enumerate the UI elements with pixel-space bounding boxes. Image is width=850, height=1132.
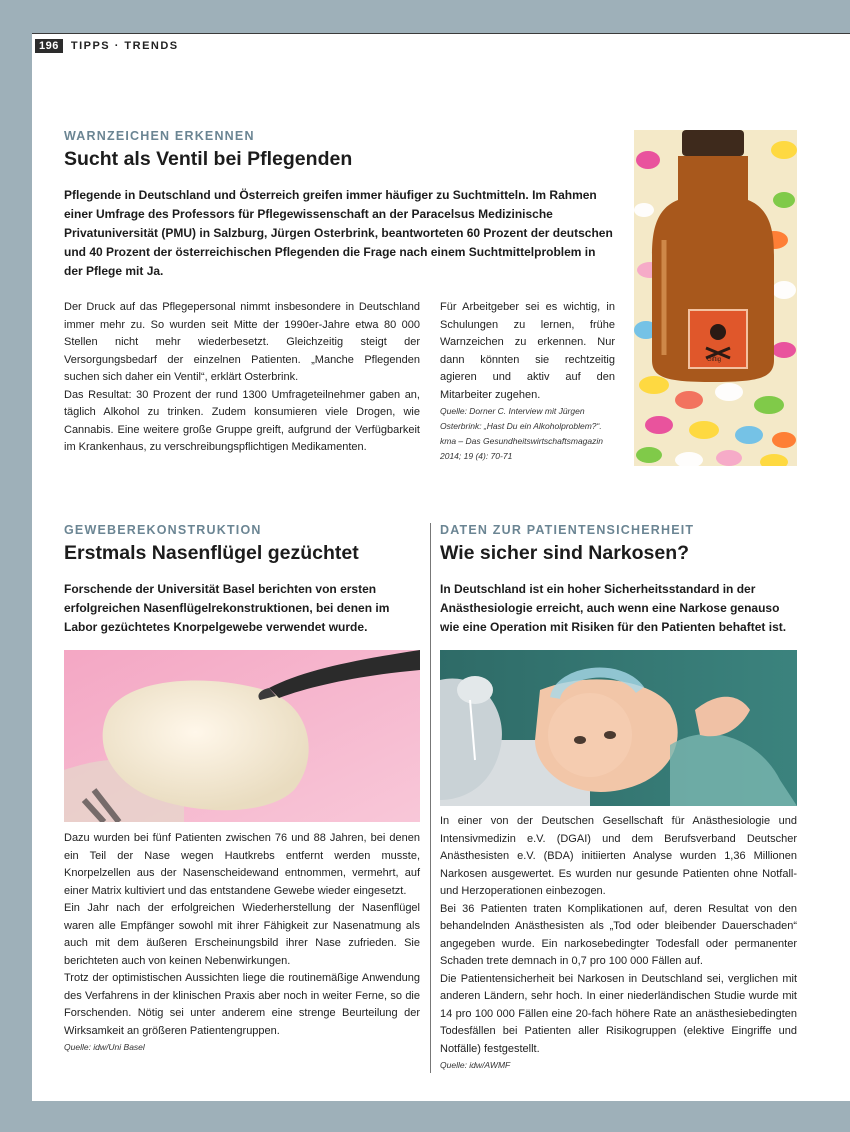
article-nasenfluegel [64, 523, 420, 637]
article-title: Erstmals Nasenflügel gezüchtet [64, 542, 359, 564]
article-lead: In Deutschland ist ein hoher Sicherheitsstandard in der Anästhesiologie erreicht, auch wenn eine Narkose genauso wie eine Operation mit Risiken für den Patienten behaftet ist. [440, 582, 787, 634]
paragraph: Trotz der optimistischen Aussichten liege die routinemäßige Anwendung des Verfahrens in der klinischen Praxis aber noch in weiter Ferne, so die Forschenden. Nötig sei unter anderem eine strenge Beurteilung der Wirksamkeit an größeren Patientengruppen. [64, 972, 420, 1037]
running-header [35, 39, 179, 53]
paragraph: Für Arbeitgeber sei es wichtig, in Schulungen zu lernen, frühe Warnzeichen zu erkennen. Nur dann könnten sie rechtzeitig agieren und aktiv auf den Mitarbeiter zugehen. [440, 301, 615, 401]
paragraph: Bei 36 Patienten traten Komplikationen auf, deren Resultat von den behandelnden Anästhesisten als „Tod oder bleibender Dauerschaden“ angegeben wurde. Ein narkosebedingter Todesfall oder permanenter Schaden trete demnach in 0,7 pro 100 000 Fällen auf. [440, 902, 797, 967]
baby-anesthesia-image [440, 650, 797, 806]
paragraph: Dazu wurden bei fünf Patienten zwischen 76 und 88 Jahren, bei denen ein Teil der Nase wegen Hautkrebs entfernt werden musste, Knorpelzellen aus der Nasenscheidewand entnommen, vermehrt, auf einer Matrix kultiviert und das entstandene Gewebe wieder eingesetzt. [64, 832, 420, 897]
article-kicker: DATEN ZUR PATIENTENSICHERHEIT [440, 523, 695, 537]
magazine-page [32, 33, 850, 1101]
page-number: 196 [35, 39, 63, 53]
paragraph: Der Druck auf das Pflegepersonal nimmt insbesondere in Deutschland immer mehr zu. So wurden seit Mitte der 1990er-Jahre etwa 80 000 Stellen nicht mehr wiederbesetzt. Gleichzeitig steigt der Versorgungsbedarf der einzelnen Patienten. „Manche Pflegenden suchen sich daher ein Ventil“, erklärt Osterbrink. [64, 301, 420, 383]
header-rule [32, 33, 850, 34]
article-title: Sucht als Ventil bei Pflegenden [64, 148, 353, 170]
pill-bottle-image [634, 130, 797, 466]
infant-anesthesia-illustration [440, 650, 797, 806]
paragraph: Die Patientensicherheit bei Narkosen in Deutschland sei, verglichen mit anderen Ländern, sehr hoch. In einer niederländischen Studie wurde mit 14 pro 100 000 Fällen eine 20-fach höhere Rate an anästhesiebedingten Todesfällen bei Patienten aller Risikogruppen (elektive Eingriffe und Notfälle) festgestellt. [440, 972, 797, 1055]
column-divider [430, 523, 431, 1073]
article-lead: Forschende der Universität Basel berichten von ersten erfolgreichen Nasenflügelrekonstruktionen, bei denen im Labor gezüchtetes Knorpelgewebe verwendet wurde. [64, 582, 390, 634]
article-nasenfluegel-body [64, 830, 420, 1055]
article-narkose-body [440, 813, 797, 1073]
article-title: Wie sicher sind Narkosen? [440, 542, 690, 564]
article-sucht [64, 129, 614, 281]
paragraph: In einer von der Deutschen Gesellschaft für Anästhesiologie und Intensivmedizin e.V. (DGAI) und dem Berufsverband Deutscher Anästhesisten e.V. (BDA) initiierten Analyse wurden 1,36 Millionen Narkosen ausgewertet. Es wurden nur gesunde Patienten ohne Notfall- und Herzoperationen einbezogen. [440, 815, 797, 897]
source-note: Quelle: idw/AWMF [440, 1060, 511, 1070]
paragraph: Ein Jahr nach der erfolgreichen Wiederherstellung der Nasenflügel waren alle Empfänger sowohl mit ihrer Fähigkeit zur Nasenatmung als auch mit dem äußeren Erscheinungsbild ihrer Nase zufrieden. Sie berichteten auch von keinen Nebenwirkungen. [64, 902, 420, 967]
pills-and-bottle-illustration [634, 130, 797, 466]
article-narkose [440, 523, 798, 637]
cartilage-image [64, 650, 420, 822]
article-kicker: WARNZEICHEN ERKENNEN [64, 129, 255, 143]
article-sucht-column-2 [440, 299, 615, 464]
source-note: Quelle: idw/Uni Basel [64, 1042, 145, 1052]
article-sucht-column-1 [64, 299, 420, 457]
article-kicker: GEWEBEREKONSTRUKTION [64, 523, 262, 537]
bottle-label: Giftig [707, 357, 722, 363]
paragraph: Das Resultat: 30 Prozent der rund 1300 Umfrageteilnehmer gaben an, täglich Alkohol zu trinken. Zudem konsumieren viele Drogen, wie Cannabis. Eine weitere große Gruppe greift, aufgrund der Verfügbarkeit im Krankenhaus, zu verschreibungspflichtigen Medikamenten. [64, 388, 420, 453]
tissue-forceps-illustration [64, 650, 420, 822]
source-note: Quelle: Dorner C. Interview mit Jürgen Osterbrink: „Hast Du ein Alkoholproblem?“. kma – Das Gesundheitswirtschaftsmagazin 2014; 19 (4): 70-71 [440, 406, 603, 461]
section-title: TIPPS · TRENDS [70, 40, 179, 52]
article-lead: Pflegende in Deutschland und Österreich greifen immer häufiger zu Suchtmitteln. Im Rahmen einer Umfrage des Professors für Pflegewissenschaft an der Paracelsus Medizinische Privatuniversität (PMU) in Salzburg, Jürgen Osterbrink, beantworteten 60 Prozent der deutschen und 40 Prozent der österreichischen Pflegenden die Frage nach einem Suchtmittelproblem in der Pflege mit Ja. [64, 188, 613, 278]
